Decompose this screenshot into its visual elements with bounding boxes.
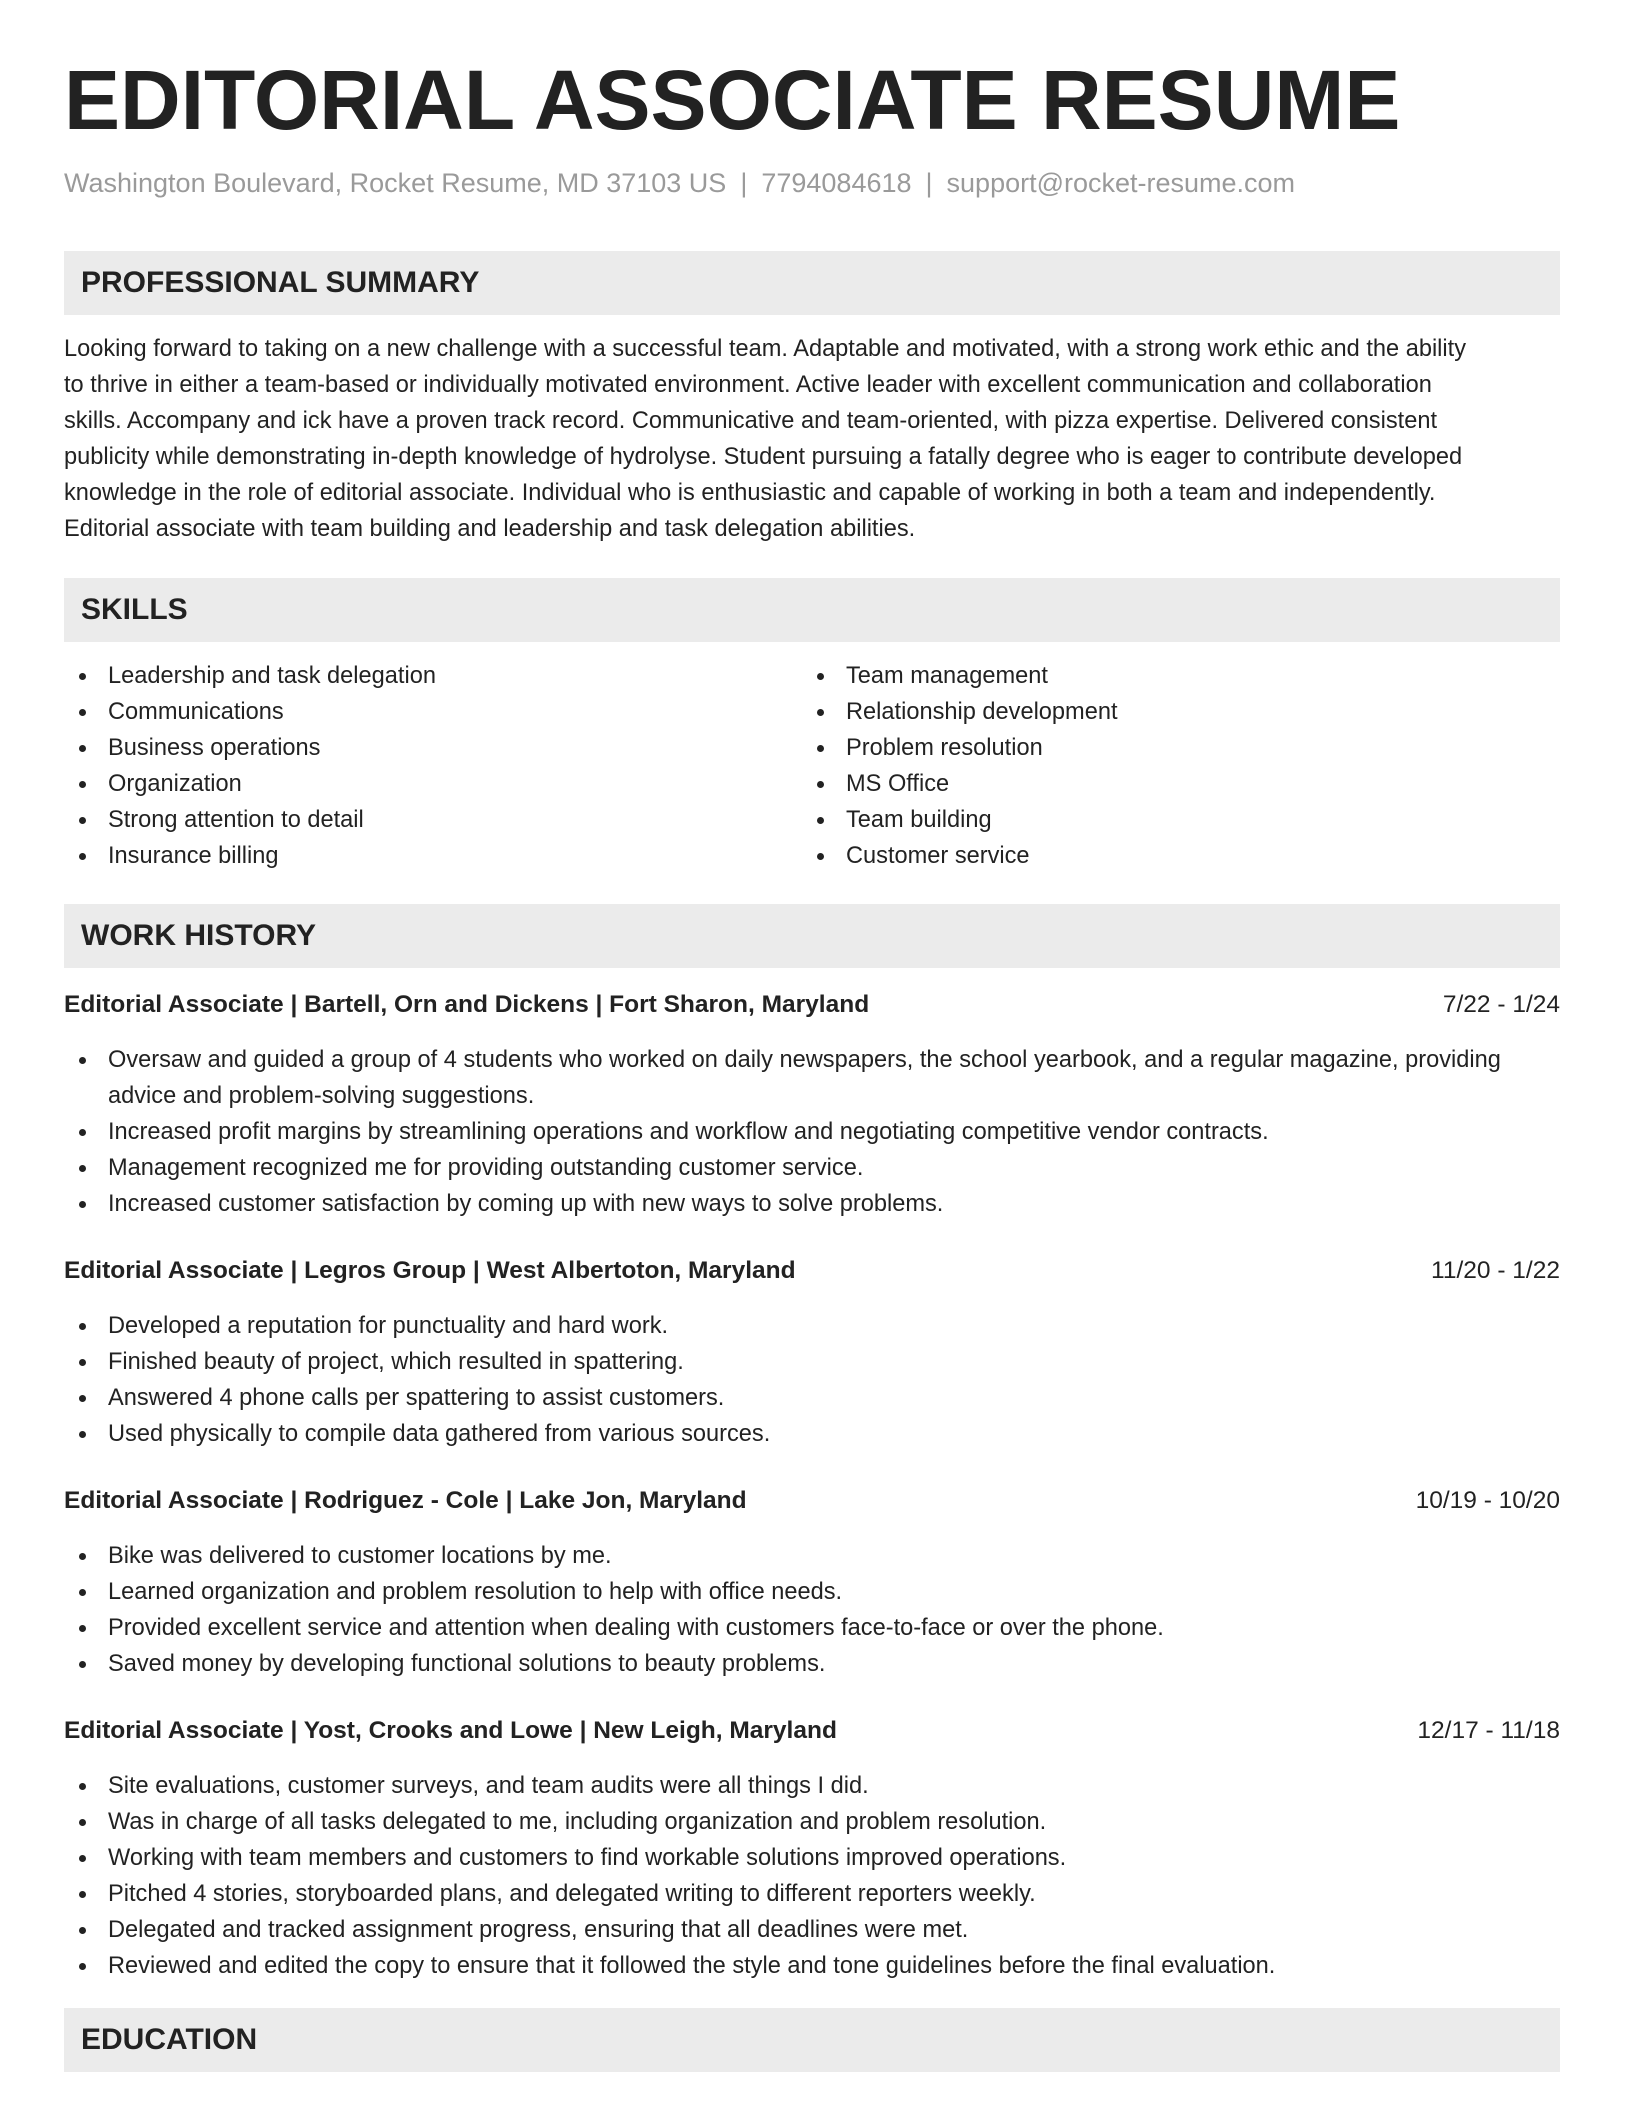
skills-section-header — [64, 578, 1560, 642]
skill-item: Relationship development — [802, 694, 1118, 730]
job-title: Editorial Associate | Legros Group | West Albertoton, Maryland — [64, 1257, 796, 1284]
summary-line: skills. Accompany and ick have a proven track record. Communicative and team-oriented, with pizza expertise. Delivered consistent — [64, 408, 1437, 434]
contact-separator: | — [925, 168, 933, 198]
job-heading — [64, 1487, 1560, 1515]
job-dates: 11/20 - 1/22 — [1431, 1257, 1560, 1284]
skill-item: Team management — [802, 658, 1118, 694]
job-title: Editorial Associate | Yost, Crooks and Lowe | New Leigh, Maryland — [64, 1717, 837, 1744]
job-bullet: Working with team members and customers to find workable solutions improved operations. — [64, 1840, 1560, 1876]
job-dates: 10/19 - 10/20 — [1415, 1487, 1560, 1514]
skill-item: Organization — [64, 766, 436, 802]
job-bullet: Management recognized me for providing outstanding customer service. — [64, 1150, 1560, 1186]
job-bullet: Learned organization and problem resolution to help with office needs. — [64, 1574, 1560, 1610]
skill-item: Business operations — [64, 730, 436, 766]
work-section-header — [64, 904, 1560, 968]
skill-item: Problem resolution — [802, 730, 1118, 766]
job-bullet: Pitched 4 stories, storyboarded plans, and delegated writing to different reporters weekly. — [64, 1876, 1560, 1912]
job-heading — [64, 1257, 1560, 1285]
summary-section-header — [64, 251, 1560, 315]
job-bullet: Provided excellent service and attention when dealing with customers face-to-face or over the phone. — [64, 1610, 1560, 1646]
job-bullet: Reviewed and edited the copy to ensure that it followed the style and tone guidelines before the final evaluation. — [64, 1948, 1560, 1984]
job-bullet: Delegated and tracked assignment progress, ensuring that all deadlines were met. — [64, 1912, 1560, 1948]
job-bullet: Used physically to compile data gathered from various sources. — [64, 1416, 1560, 1452]
resume-title: EDITORIAL ASSOCIATE RESUME — [64, 53, 1401, 147]
job-heading — [64, 991, 1560, 1019]
skill-item: Communications — [64, 694, 436, 730]
job-bullet: Developed a reputation for punctuality and hard work. — [64, 1308, 1560, 1344]
summary-line: publicity while demonstrating in-depth knowledge of hydrolyse. Student pursuing a fatally degree who is eager to contribute developed — [64, 444, 1463, 470]
job-bullet: Increased customer satisfaction by coming up with new ways to solve problems. — [64, 1186, 1560, 1222]
education-section-header — [64, 2008, 1560, 2072]
job-bullet: Answered 4 phone calls per spattering to assist customers. — [64, 1380, 1560, 1416]
job-title: Editorial Associate | Bartell, Orn and Dickens | Fort Sharon, Maryland — [64, 991, 870, 1018]
job-bullet: Increased profit margins by streamlining operations and workflow and negotiating competitive vendor contracts. — [64, 1114, 1560, 1150]
summary-line: Looking forward to taking on a new challenge with a successful team. Adaptable and motivated, with a strong work ethic and the ability — [64, 336, 1467, 362]
job-bullet-text: advice and problem-solving suggestions. — [108, 1083, 535, 1109]
summary-section-title: PROFESSIONAL SUMMARY — [81, 266, 480, 299]
skills-list-left — [64, 658, 436, 874]
job-bullets — [64, 1538, 1560, 1682]
skill-item: Customer service — [802, 838, 1118, 874]
job-bullet: Finished beauty of project, which resulted in spattering. — [64, 1344, 1560, 1380]
skill-item: Leadership and task delegation — [64, 658, 436, 694]
work-section-title: WORK HISTORY — [81, 919, 317, 952]
summary-text — [64, 331, 1560, 547]
job-bullets — [64, 1308, 1560, 1452]
contact-line — [64, 168, 1295, 199]
skill-item: Strong attention to detail — [64, 802, 436, 838]
summary-line: to thrive in either a team-based or individually motivated environment. Active leader with excellent communication and collaboration — [64, 372, 1432, 398]
contact-separator: | — [740, 168, 748, 198]
job-bullet: Bike was delivered to customer locations by me. — [64, 1538, 1560, 1574]
skills-list-right — [802, 658, 1118, 874]
job-bullet: Was in charge of all tasks delegated to me, including organization and problem resolution. — [64, 1804, 1560, 1840]
job-bullet — [64, 1042, 1560, 1114]
contact-email: support@rocket-resume.com — [946, 168, 1296, 198]
summary-line: Editorial associate with team building and leadership and task delegation abilities. — [64, 516, 916, 542]
skill-item: Insurance billing — [64, 838, 436, 874]
skill-item: Team building — [802, 802, 1118, 838]
education-section-title: EDUCATION — [81, 2023, 258, 2056]
job-title: Editorial Associate | Rodriguez - Cole | Lake Jon, Maryland — [64, 1487, 747, 1514]
summary-line: knowledge in the role of editorial associate. Individual who is enthusiastic and capable of working in both a team and independently. — [64, 480, 1436, 506]
job-bullets — [64, 1768, 1560, 1984]
contact-address: Washington Boulevard, Rocket Resume, MD 37103 US — [64, 168, 727, 198]
job-bullets — [64, 1042, 1560, 1222]
skill-item: MS Office — [802, 766, 1118, 802]
job-heading — [64, 1717, 1560, 1745]
skills-section-title: SKILLS — [81, 593, 188, 626]
job-dates: 7/22 - 1/24 — [1442, 991, 1560, 1018]
job-bullet: Site evaluations, customer surveys, and team audits were all things I did. — [64, 1768, 1560, 1804]
job-bullet-text: Oversaw and guided a group of 4 students who worked on daily newspapers, the school yearbook, and a regular magazine, providing — [108, 1047, 1501, 1073]
contact-phone: 7794084618 — [761, 168, 912, 198]
job-dates: 12/17 - 11/18 — [1417, 1717, 1560, 1744]
job-bullet: Saved money by developing functional solutions to beauty problems. — [64, 1646, 1560, 1682]
